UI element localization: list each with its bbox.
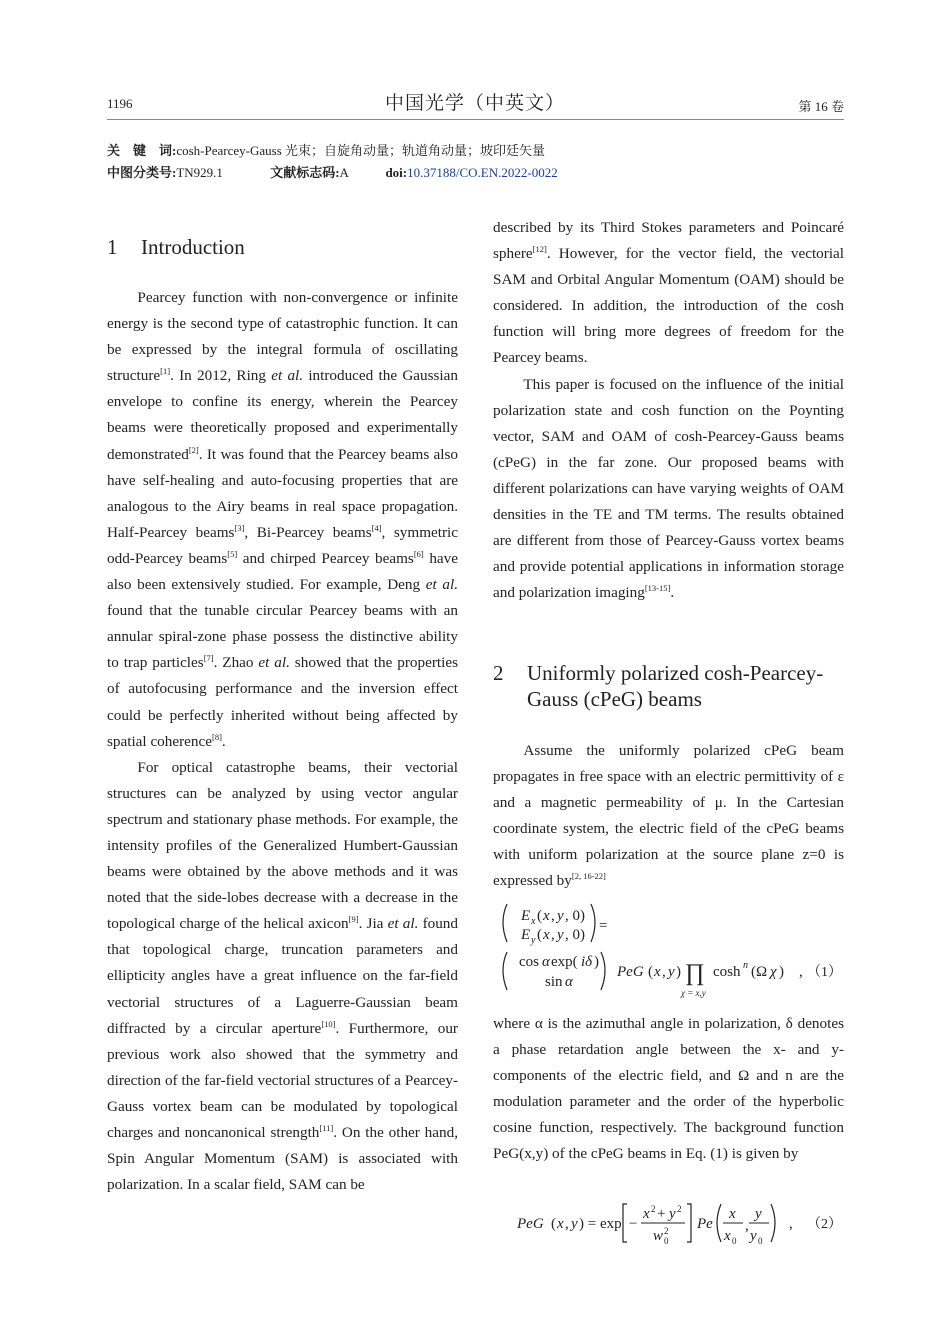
clc-code: TN929.1 (176, 165, 223, 180)
doi-link[interactable]: 10.37188/CO.EN.2022-0022 (407, 165, 558, 180)
svg-text:∏: ∏ (685, 960, 705, 986)
intro-paragraph-2-continued: described by its Third Stokes parameters and Poincaré sphere[12]. However, for the vector field, the vectorial SAM and Orbital Angular Momentum (OAM) should be considered. In addition, the introduction of the cosh function will bring more degrees of freedom for the Pearcey beams. (493, 219, 844, 367)
svg-text:x: x (654, 964, 661, 980)
left-column (107, 285, 458, 1198)
svg-text:0: 0 (732, 1236, 737, 1246)
svg-text:) = exp: ) = exp (579, 1216, 622, 1232)
keywords-text: cosh-Pearcey-Gauss 光束；自旋角动量；轨道角动量；坡印廷矢量 (176, 143, 545, 158)
svg-text:x: x (543, 908, 550, 924)
svg-text:): ) (594, 954, 599, 970)
svg-text:(: ( (537, 908, 542, 924)
section-1-heading (107, 234, 245, 260)
svg-text:α: α (565, 974, 573, 990)
svg-text:−: − (629, 1216, 638, 1232)
svg-text:,: , (745, 1218, 749, 1234)
equation-1-number: （1） (807, 965, 842, 980)
svg-text:2: 2 (677, 1204, 682, 1214)
svg-text:,: , (565, 1216, 569, 1232)
svg-text:): ) (779, 964, 784, 980)
page-number: 1196 (107, 96, 133, 111)
svg-text:(Ω: (Ω (751, 964, 768, 980)
equation-2 (493, 1198, 844, 1248)
right-column (493, 215, 844, 606)
svg-text:w: w (653, 1228, 664, 1244)
svg-text:Pe: Pe (697, 1216, 713, 1232)
svg-text:,: , (799, 964, 803, 980)
intro-paragraph-3: This paper is focused on the influence of the initial polarization state and cosh function on the Poynting vector, SAM and OAM of cosh-Pearcey-Gauss beams (cPeG) in the far zone. Our proposed beams with different polarizations can have varying weights of OAM densities in the TE and TM terms. The results obtained are different from those of Pearcey-Gauss vortex beams and provide potential applications in information storage and polarization imaging[13-15]. (493, 375, 844, 602)
svg-text:cos: cos (519, 954, 539, 970)
section-2-body-1 (493, 738, 844, 895)
doi-label: doi: (385, 165, 408, 180)
journal-title: 中国光学（中英文） (384, 92, 565, 114)
section-2-body-2 (493, 1011, 844, 1168)
clc-label: 中图分类号: (107, 165, 177, 180)
section-2-paragraph-2: where α is the azimuthal angle in polarization, δ denotes a phase retardation angle between the x- and y-components of the electric field, and Ω and n are the modulation parameter and the order of the hyperbolic cosine function, respectively. The background function PeG(x,y) of the cPeG beams in Eq. (1) is given by (493, 1015, 844, 1163)
svg-text:(: ( (537, 927, 542, 943)
svg-text:y: y (557, 927, 564, 943)
section-2-paragraph-1: Assume the uniformly polarized cPeG beam propagates in free space with an electric permittivity of ε and a magnetic permeability of μ. In the Cartesian coordinate system, the electric field of the cPeG beams with uniform polarization at the source plane z=0 is expressed by[2, 16-22] (493, 742, 844, 890)
svg-text:, 0): , 0) (565, 927, 585, 943)
equation-2-number: （2） (807, 1217, 842, 1232)
svg-text:α: α (542, 954, 550, 970)
section-2-title: Uniformly polarized cosh-Pearcey-Gauss (cPeG) beams (527, 661, 824, 711)
classification-line (107, 162, 558, 181)
svg-text:2: 2 (651, 1204, 656, 1214)
intro-paragraph-1: Pearcey function with non-convergence or infinite energy is the second type of catastrophic function. It can be expressed by the integral formula of oscillating structure[1]. In 2012, Ring et al. introduced the Gaussian envelope to confine its energy, wherein the Pearcey beams were theoretically proposed and experimentally demonstrated[2]. It was found that the Pearcey beams also have self-healing and auto-focusing properties that are analogous to the Airy beams in real space propagation. Half-Pearcey beams[3], Bi-Pearcey beams[4], symmetric odd-Pearcey beams[5] and chirped Pearcey beams[6] have also been extensively studied. For example, Deng et al. found that the tunable circular Pearcey beams with an annular spiral-zone phase possess the distinctive ability to trap particles[7]. Zhao et al. showed that the properties of autofocusing performance and the inversion effect could be perfectly inherited without being affected by spatial coherence[8]. (107, 289, 459, 750)
svg-text:+: + (657, 1206, 666, 1222)
section-1-title: Introduction (141, 235, 245, 259)
svg-text:sin: sin (545, 974, 563, 990)
svg-text:y: y (668, 964, 675, 980)
svg-text:y: y (571, 1216, 578, 1232)
svg-text:,: , (789, 1216, 793, 1232)
svg-text:E: E (521, 908, 531, 924)
svg-text:x: x (557, 1216, 564, 1232)
svg-text:x: x (543, 927, 550, 943)
svg-text:iδ: iδ (581, 954, 593, 970)
equation-1-graphic (493, 900, 844, 1005)
svg-text:exp(: exp( (551, 954, 578, 970)
doc-code: A (339, 165, 349, 180)
svg-text:E: E (521, 927, 531, 943)
keywords-line (107, 140, 545, 159)
section-2-heading (493, 660, 848, 712)
svg-text:PeG: PeG (617, 964, 644, 980)
svg-text:cosh: cosh (713, 964, 741, 980)
svg-text:x: x (724, 1228, 731, 1244)
svg-text:y: y (755, 1206, 762, 1222)
svg-text:y: y (557, 908, 564, 924)
section-2-number: 2 (493, 661, 504, 685)
svg-text:,: , (662, 964, 666, 980)
volume-label: 第 16 卷 (798, 99, 844, 114)
svg-text:x: x (643, 1206, 650, 1222)
equation-2-graphic (493, 1198, 844, 1248)
svg-text:,: , (551, 927, 555, 943)
intro-paragraph-2: For optical catastrophe beams, their vectorial structures can be analyzed by using vector angular spectrum and stationary phase methods. For example, the intensity profiles of the Generalized Humbert-Gaussian beams were obtained by the above methods and it was noted that the side-lobes decrease with a decrease in the topological charge of the helical axicon[9]. Jia et al. found that topological charge, truncation parameters and ellipticity angles have a great influence on the far-field vectorial structures of a Laguerre-Gaussian beam diffracted by a circular aperture[10]. Furthermore, our previous work also showed that the symmetry and direction of the far-field vectorial structures of a Pearcey-Gauss vortex beam can be modulated by topological charges and noncanonical strength[11]. On the other hand, Spin Angular Momentum (SAM) is associated with polarization. In a scalar field, SAM can be (107, 758, 458, 1194)
equation-1 (493, 900, 844, 1005)
svg-text:2: 2 (664, 1226, 669, 1236)
svg-text:PeG: PeG (517, 1216, 544, 1232)
keywords-label: 关 键 词: (107, 143, 177, 158)
svg-text:=: = (599, 918, 608, 934)
svg-text:(: ( (648, 964, 653, 980)
svg-text:(: ( (551, 1216, 556, 1232)
svg-text:x: x (729, 1206, 736, 1222)
svg-text:χ: χ (770, 964, 777, 980)
section-1-number: 1 (107, 235, 118, 259)
svg-text:, 0): , 0) (565, 908, 585, 924)
svg-text:x: x (531, 916, 536, 927)
doc-code-label: 文献标志码: (270, 165, 340, 180)
svg-text:y: y (531, 935, 536, 946)
svg-text:0: 0 (758, 1236, 763, 1246)
svg-text:0: 0 (664, 1236, 669, 1246)
svg-text:y: y (750, 1228, 757, 1244)
svg-text:χ = x,y: χ = x,y (681, 988, 706, 998)
svg-text:n: n (743, 960, 748, 971)
header-rule (107, 119, 844, 120)
svg-text:y: y (669, 1206, 676, 1222)
svg-text:): ) (676, 964, 681, 980)
svg-text:,: , (551, 908, 555, 924)
